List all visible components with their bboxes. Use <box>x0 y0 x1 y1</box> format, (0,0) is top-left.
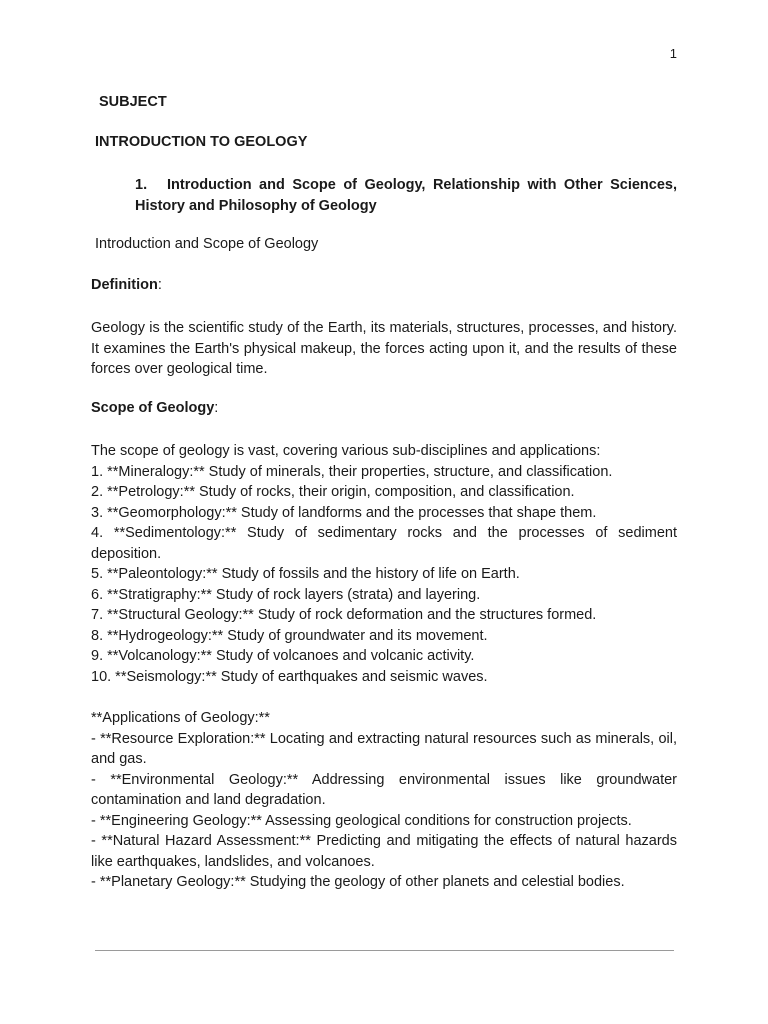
list-item: - **Natural Hazard Assessment:** Predicting and mitigating the effects of natural hazards like earthquakes, landslides, and volcanoes. <box>91 833 677 870</box>
list-item: 8. **Hydrogeology:** Study of groundwater and its movement. <box>91 627 488 644</box>
scope-label <box>91 400 218 416</box>
applications-section <box>91 708 677 893</box>
list-item: 1. **Mineralogy:** Study of minerals, their properties, structure, and classification. <box>91 463 613 480</box>
applications-heading: **Applications of Geology:** <box>91 710 270 726</box>
list-item: 4. **Sedimentology:** Study of sedimentary rocks and the processes of sediment deposition. <box>91 525 677 562</box>
list-item: - **Resource Exploration:** Locating and extracting natural resources such as minerals, oil, and gas. <box>91 730 677 767</box>
list-item: 7. **Structural Geology:** Study of rock deformation and the structures formed. <box>91 607 597 623</box>
list-item: 3. **Geomorphology:** Study of landforms and the processes that shape them. <box>91 504 597 521</box>
footer-divider <box>95 950 674 951</box>
definition-label-text: Definition <box>91 277 158 293</box>
course-title: INTRODUCTION TO GEOLOGY <box>95 134 308 150</box>
scope-label-text: Scope of Geology <box>91 400 215 416</box>
scope-intro: The scope of geology is vast, covering various sub-disciplines and applications: <box>91 443 601 459</box>
subject-heading: SUBJECT <box>99 94 167 110</box>
section-number: 1. <box>135 177 148 193</box>
list-item: 2. **Petrology:** Study of rocks, their origin, composition, and classification. <box>91 484 575 500</box>
list-item: - **Environmental Geology:** Addressing environmental issues like groundwater contamination and land degradation. <box>91 771 677 808</box>
subsection-title: Introduction and Scope of Geology <box>95 236 319 252</box>
definition-label-colon: : <box>157 277 162 293</box>
section-heading <box>135 175 677 217</box>
list-item: - **Planetary Geology:** Studying the geology of other planets and celestial bodies. <box>91 874 625 890</box>
list-item: 10. **Seismology:** Study of earthquakes and seismic waves. <box>91 668 488 685</box>
section-title: Introduction and Scope of Geology, Relationship with Other Sciences, History and Philosophy of Geology <box>135 177 677 214</box>
definition-label <box>91 277 162 293</box>
list-item: 5. **Paleontology:** Study of fossils and the history of life on Earth. <box>91 566 520 582</box>
list-item: 9. **Volcanology:** Study of volcanoes and volcanic activity. <box>91 648 475 664</box>
scope-list <box>91 441 677 687</box>
page-number: 1 <box>669 46 677 61</box>
list-item: - **Engineering Geology:** Assessing geological conditions for construction projects. <box>91 812 632 829</box>
list-item: 6. **Stratigraphy:** Study of rock layers (strata) and layering. <box>91 586 481 603</box>
scope-label-colon: : <box>214 400 219 416</box>
definition-paragraph: Geology is the scientific study of the Earth, its materials, structures, processes, and history. It examines the Earth's physical makeup, the forces acting upon it, and the results of these forces over geological time. <box>91 320 677 377</box>
